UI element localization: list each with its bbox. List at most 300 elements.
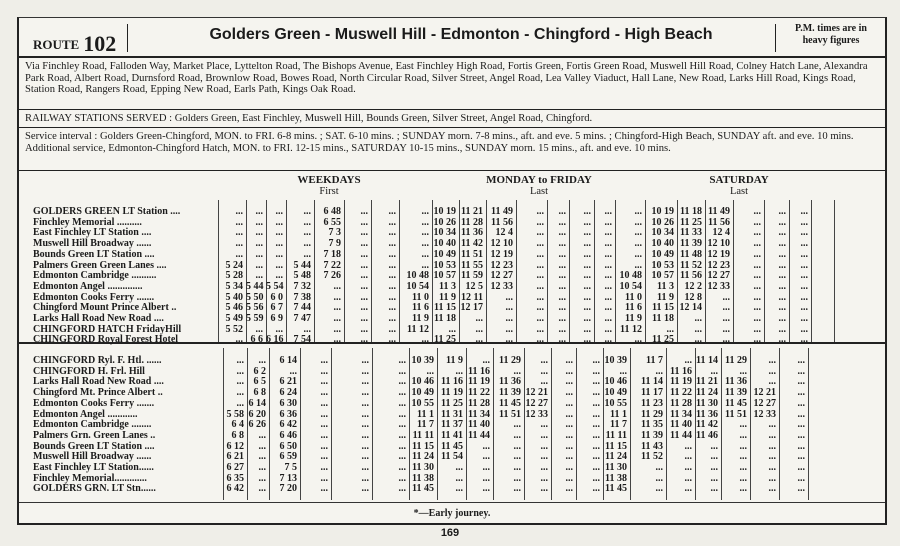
time-cell: ... (592, 462, 600, 473)
time-cell: 11 14 (696, 355, 718, 366)
time-cell: 11 16 (468, 365, 490, 377)
time-cell: ... (388, 238, 396, 250)
route-title: Golders Green - Muswell Hill - Edmonton - Chingford - High Beach (209, 26, 713, 43)
time-cell: 6 48 (323, 206, 341, 217)
time-cell: 11 52 (680, 259, 702, 271)
time-cell: ... (398, 365, 406, 377)
time-cell: ... (800, 238, 808, 250)
time-cell: ... (797, 365, 805, 377)
time-cell: 11 15 (412, 440, 434, 452)
time-cell: ... (583, 227, 591, 239)
time-cell: ... (684, 440, 692, 452)
stop-name: Larks Hall Road New Road .... (33, 376, 164, 388)
time-cell: 5 58 (226, 408, 244, 420)
time-cell: 5 59 (246, 313, 264, 324)
time-cell: 11 15 (652, 302, 674, 314)
time-cell: ... (800, 313, 808, 324)
time-cell: ... (722, 291, 730, 303)
stop-name: GOLDERS GRN. LT Stn...... (33, 483, 156, 495)
time-cell: ... (482, 355, 490, 366)
time-cell: ... (592, 387, 600, 399)
time-cell: 6 6 (250, 334, 263, 346)
time-cell: ... (710, 440, 718, 452)
time-cell: ... (565, 387, 573, 399)
time-cell: ... (739, 483, 747, 495)
time-cell: ... (558, 313, 566, 324)
time-cell: ... (236, 387, 244, 399)
time-cell: ... (536, 206, 544, 217)
time-cell: ... (320, 419, 328, 431)
time-cell: 12 23 (707, 259, 730, 271)
time-cell: ... (739, 440, 747, 452)
time-cell: ... (398, 483, 406, 495)
time-cell: 11 15 (434, 302, 456, 314)
time-cell: 7 18 (323, 248, 341, 260)
time-cell: ... (236, 355, 244, 366)
time-cell: 11 49 (491, 206, 513, 217)
time-cell: 11 21 (696, 376, 718, 388)
time-cell: ... (800, 291, 808, 303)
time-cell: 6 42 (279, 419, 297, 431)
time-cell: 10 54 (406, 280, 429, 292)
time-cell: ... (303, 206, 311, 217)
time-cell: 6 5 (253, 376, 266, 388)
time-cell: ... (360, 259, 368, 271)
time-cell: ... (235, 227, 243, 239)
time-cell: 6 4 (231, 419, 244, 431)
time-cell: 11 3 (657, 280, 674, 292)
time-cell: ... (540, 472, 548, 484)
time-cell: ... (558, 238, 566, 250)
time-cell: ... (753, 206, 761, 217)
time-cell: ... (388, 259, 396, 271)
time-cell: ... (778, 302, 786, 314)
time-cell: ... (604, 227, 612, 239)
time-cell: 6 12 (226, 440, 244, 452)
time-cell: ... (583, 334, 591, 346)
time-cell: 11 30 (696, 397, 718, 409)
time-cell: ... (513, 440, 521, 452)
time-cell: 12 10 (490, 238, 513, 250)
time-cell: 11 39 (680, 238, 702, 250)
time-cell: ... (275, 216, 283, 228)
time-cell: ... (565, 472, 573, 484)
time-cell: ... (797, 472, 805, 484)
time-cell: 12 33 (490, 280, 513, 292)
time-cell: ... (739, 365, 747, 377)
stop-name: Bounds Green LT Station .... (33, 440, 155, 452)
stop-name: Bounds Green LT Station .... (33, 248, 155, 260)
time-cell: ... (753, 302, 761, 314)
time-cell: ... (482, 483, 490, 495)
group-saturday: SATURDAY Last (709, 174, 769, 197)
time-cell: 11 19 (441, 387, 463, 399)
time-cell: 11 28 (468, 397, 490, 409)
time-cell: ... (768, 365, 776, 377)
time-cell: 5 48 (293, 270, 311, 282)
stop-name: Chingford Mount Prince Albert .. (33, 302, 177, 314)
time-cell: 11 43 (641, 440, 663, 452)
time-cell: ... (710, 483, 718, 495)
time-cell: 5 46 (225, 302, 243, 314)
time-cell: ... (320, 440, 328, 452)
time-cell: ... (361, 483, 369, 495)
time-cell: ... (540, 451, 548, 463)
time-cell: 5 50 (246, 291, 264, 303)
time-cell: ... (684, 483, 692, 495)
time-cell: 10 55 (604, 397, 627, 409)
time-cell: ... (592, 365, 600, 377)
time-cell: ... (565, 429, 573, 441)
time-cell: ... (540, 376, 548, 388)
time-cell: ... (235, 206, 243, 217)
time-cell: ... (258, 462, 266, 473)
time-cell: ... (558, 206, 566, 217)
time-cell: ... (236, 376, 244, 388)
time-cell: ... (388, 206, 396, 217)
stop-name: Edmonton Cambridge ........ (33, 419, 152, 431)
time-cell: ... (778, 291, 786, 303)
time-cell: ... (722, 323, 730, 335)
time-cell: ... (565, 397, 573, 409)
time-cell: 5 44 (293, 259, 311, 271)
time-cell: 11 42 (461, 238, 483, 250)
time-cell: ... (275, 270, 283, 282)
time-cell: 12 23 (490, 259, 513, 271)
time-cell: ... (565, 462, 573, 473)
time-cell: ... (592, 397, 600, 409)
time-cell: ... (536, 291, 544, 303)
time-cell: ... (558, 291, 566, 303)
time-cell: ... (753, 248, 761, 260)
time-cell: 11 25 (652, 334, 674, 346)
time-cell: ... (558, 280, 566, 292)
time-cell: ... (604, 291, 612, 303)
time-cell: 11 25 (441, 397, 463, 409)
time-cell: 7 22 (323, 259, 341, 271)
time-cell: ... (797, 408, 805, 420)
time-cell: 11 28 (461, 216, 483, 228)
time-cell: 10 57 (651, 270, 674, 282)
time-cell: ... (565, 419, 573, 431)
time-cell: ... (255, 259, 263, 271)
time-cell: ... (604, 270, 612, 282)
time-cell: ... (739, 419, 747, 431)
time-cell: ... (320, 397, 328, 409)
time-cell: 10 48 (619, 270, 642, 282)
time-cell: ... (536, 259, 544, 271)
time-cell: 11 3 (439, 280, 456, 292)
time-cell: ... (421, 334, 429, 346)
time-cell: 12 27 (707, 270, 730, 282)
time-cell: ... (768, 451, 776, 463)
time-cell: ... (797, 451, 805, 463)
stop-name: Palmers Grn. Green Lanes .. (33, 429, 156, 441)
time-cell: 11 12 (620, 323, 642, 335)
time-cell: ... (768, 483, 776, 495)
time-cell: ... (604, 323, 612, 335)
time-cell: ... (320, 365, 328, 377)
time-cell: ... (583, 238, 591, 250)
time-cell: ... (258, 429, 266, 441)
time-cell: ... (710, 462, 718, 473)
time-cell: 6 14 (279, 355, 297, 366)
time-cell: ... (797, 419, 805, 431)
time-cell: ... (583, 313, 591, 324)
time-cell: ... (333, 302, 341, 314)
time-cell: ... (536, 227, 544, 239)
time-cell: ... (710, 472, 718, 484)
time-cell: ... (540, 462, 548, 473)
pm-note: P.M. times are in heavy figures (795, 23, 867, 46)
time-cell: ... (753, 334, 761, 346)
time-cell: ... (236, 365, 244, 377)
time-cell: 11 33 (680, 227, 702, 239)
time-cell: ... (800, 302, 808, 314)
time-cell: 6 26 (248, 419, 266, 431)
time-cell: ... (320, 451, 328, 463)
time-cell: ... (604, 334, 612, 346)
time-cell: ... (360, 238, 368, 250)
time-cell: ... (565, 451, 573, 463)
time-cell: ... (558, 259, 566, 271)
time-cell: 11 23 (641, 397, 663, 409)
time-cell: ... (482, 472, 490, 484)
time-cell: ... (236, 397, 244, 409)
time-cell: ... (565, 483, 573, 495)
time-cell: ... (604, 280, 612, 292)
time-cell: ... (583, 302, 591, 314)
time-cell: ... (800, 270, 808, 282)
time-cell: 6 0 (270, 291, 283, 303)
time-cell: 7 54 (293, 334, 311, 346)
time-cell: ... (275, 206, 283, 217)
time-cell: 11 11 (412, 429, 434, 441)
stop-name: East Finchley LT Station...... (33, 462, 154, 473)
time-cell: ... (361, 429, 369, 441)
time-cell: ... (619, 365, 627, 377)
time-cell: ... (558, 270, 566, 282)
time-cell: ... (388, 302, 396, 314)
time-cell: ... (426, 365, 434, 377)
time-cell: 6 20 (248, 408, 266, 420)
time-cell: 12 5 (465, 280, 483, 292)
time-cell: ... (655, 472, 663, 484)
time-cell: ... (398, 440, 406, 452)
time-cell: 11 19 (468, 376, 490, 388)
time-cell: 10 49 (651, 248, 674, 260)
time-cell: 11 51 (499, 408, 521, 420)
time-cell: 11 9 (657, 291, 674, 303)
time-cell: ... (388, 323, 396, 335)
time-cell: 10 40 (433, 238, 456, 250)
time-cell: ... (694, 313, 702, 324)
time-cell: ... (739, 429, 747, 441)
time-cell: ... (475, 334, 483, 346)
time-cell: ... (558, 323, 566, 335)
time-cell: 10 49 (411, 387, 434, 399)
stop-name: Muswell Hill Broadway ...... (33, 238, 152, 250)
time-cell: 7 44 (293, 302, 311, 314)
time-cell: ... (800, 227, 808, 239)
time-cell: 11 6 (412, 302, 429, 314)
time-cell: 12 8 (684, 291, 702, 303)
time-cell: ... (536, 270, 544, 282)
time-cell: ... (592, 451, 600, 463)
time-cell: ... (583, 280, 591, 292)
time-cell: ... (536, 313, 544, 324)
time-cell: ... (753, 323, 761, 335)
time-cell: 10 53 (651, 259, 674, 271)
time-cell: 11 9 (439, 291, 456, 303)
time-cell: ... (797, 440, 805, 452)
time-cell: ... (778, 334, 786, 346)
time-cell: ... (634, 238, 642, 250)
time-cell: ... (592, 429, 600, 441)
time-cell: ... (513, 483, 521, 495)
time-cell: ... (303, 227, 311, 239)
time-cell: ... (684, 451, 692, 463)
time-cell: ... (604, 206, 612, 217)
time-cell: 11 9 (412, 313, 429, 324)
time-cell: 10 39 (604, 355, 627, 366)
time-cell: 7 5 (284, 462, 297, 473)
stop-name: Finchley Memorial............. (33, 472, 147, 484)
time-cell: ... (797, 397, 805, 409)
time-cell: ... (536, 280, 544, 292)
time-cell: 11 46 (696, 429, 718, 441)
time-cell: 12 19 (707, 248, 730, 260)
time-cell: ... (634, 248, 642, 260)
time-cell: 11 30 (605, 462, 627, 473)
time-cell: 11 25 (434, 334, 456, 346)
time-cell: ... (753, 227, 761, 239)
time-cell: 10 34 (433, 227, 456, 239)
time-cell: ... (421, 248, 429, 260)
time-cell: ... (360, 270, 368, 282)
via-roads: Via Finchley Road, Falloden Way, Market Place, Lyttelton Road, The Bishops Avenue, East Finchley High Road, Fortis Green, Fortis Green Road, Muswell Hill Road, Colney Hatch Lane, Alexandra Park Road, Albert Road, Durnsford Road, Brownlow Road, Bowes Road, North Circular Road, Silver Street, Angel Road, Lea Valley Viaduct, Hall Lane, New Road, Larks Hill Road, Kings Road, Station Road, Rangers Road, Epping New Road, Earls Path, Kings Oak Road. (25, 61, 868, 96)
time-cell: ... (753, 291, 761, 303)
time-cell: 11 18 (652, 313, 674, 324)
time-cell: 6 46 (279, 429, 297, 441)
time-cell: ... (482, 440, 490, 452)
time-cell: ... (361, 451, 369, 463)
time-cell: 10 48 (406, 270, 429, 282)
time-cell: ... (565, 365, 573, 377)
stop-name: East Finchley LT Station .... (33, 227, 152, 239)
time-cell: 11 39 (641, 429, 663, 441)
group-weekdays: WEEKDAYS First (297, 174, 361, 197)
time-cell: ... (540, 440, 548, 452)
time-cell: ... (540, 419, 548, 431)
time-cell: ... (398, 387, 406, 399)
time-cell: 6 2 (253, 365, 266, 377)
time-cell: ... (482, 451, 490, 463)
time-cell: 11 51 (461, 248, 483, 260)
time-cell: ... (289, 365, 297, 377)
time-cell: ... (320, 429, 328, 441)
time-cell: ... (655, 483, 663, 495)
time-cell: 11 0 (412, 291, 429, 303)
time-cell: 11 28 (670, 397, 692, 409)
time-cell: 11 39 (499, 387, 521, 399)
time-cell: ... (303, 216, 311, 228)
time-cell: 5 24 (225, 259, 243, 271)
time-cell: ... (388, 216, 396, 228)
time-cell: 11 22 (468, 387, 490, 399)
time-cell: 12 27 (753, 397, 776, 409)
time-cell: 11 45 (725, 397, 747, 409)
time-cell: ... (768, 472, 776, 484)
time-cell: 11 56 (680, 270, 702, 282)
time-cell: 11 45 (499, 397, 521, 409)
time-cell: ... (388, 248, 396, 260)
time-cell: ... (565, 355, 573, 366)
service-interval: Service interval : Golders Green-Chingford, MON. to FRI. 6-8 mins. ; SAT. 6-10 mins. ; SUNDAY morn. 7-8 mins., aft. and eve. 5 mins. ; Chingford-High Beach, SUNDAY aft. and eve. 10 mins. Additional service, Edmonton-Chingford Hatch, MON. to FRI. 12-15 mins., SATURDAY 10-15 mins., SUNDAY morn. 15 mins., aft. and eve. 10 mins. (25, 131, 854, 154)
time-cell: 6 16 (266, 334, 284, 346)
time-cell: ... (592, 408, 600, 420)
time-cell: 12 27 (525, 397, 548, 409)
time-cell: 6 59 (279, 451, 297, 463)
time-cell: 5 52 (225, 323, 243, 335)
time-cell: 11 39 (725, 387, 747, 399)
time-cell: 6 21 (279, 376, 297, 388)
time-cell: ... (604, 259, 612, 271)
time-cell: ... (505, 302, 513, 314)
time-cell: ... (710, 451, 718, 463)
time-cell: 5 54 (266, 280, 284, 292)
time-cell: ... (694, 323, 702, 335)
time-cell: ... (583, 259, 591, 271)
time-cell: 10 53 (433, 259, 456, 271)
time-cell: ... (320, 408, 328, 420)
time-cell: ... (360, 248, 368, 260)
time-cell: 6 8 (231, 429, 244, 441)
time-cell: 11 24 (605, 451, 627, 463)
time-cell: ... (684, 472, 692, 484)
stop-name: GOLDERS GREEN LT Station .... (33, 206, 181, 217)
time-cell: ... (258, 472, 266, 484)
time-cell: ... (634, 206, 642, 217)
time-cell: 10 46 (604, 376, 627, 388)
time-cell: 11 17 (641, 387, 663, 399)
time-cell: 11 35 (641, 419, 663, 431)
time-cell: ... (333, 280, 341, 292)
time-cell: ... (388, 334, 396, 346)
time-cell: 11 15 (605, 440, 627, 452)
stop-name: CHINGFORD HATCH FridayHill (33, 323, 182, 335)
time-cell: ... (255, 248, 263, 260)
stop-name: Edmonton Angel ............ (33, 408, 138, 420)
time-cell: 6 24 (279, 387, 297, 399)
time-cell: 11 36 (461, 227, 483, 239)
column-rule (834, 200, 835, 342)
time-cell: ... (388, 270, 396, 282)
time-cell: ... (255, 323, 263, 335)
time-cell: ... (455, 365, 463, 377)
timetable-card (17, 17, 887, 525)
time-cell: 12 4 (712, 227, 730, 239)
time-cell: ... (360, 334, 368, 346)
time-cell: ... (722, 302, 730, 314)
time-cell: ... (475, 323, 483, 335)
time-cell: ... (235, 216, 243, 228)
time-cell: ... (388, 227, 396, 239)
time-cell: ... (360, 227, 368, 239)
time-cell: 11 7 (417, 419, 434, 431)
time-cell: ... (303, 238, 311, 250)
time-cell: ... (797, 462, 805, 473)
